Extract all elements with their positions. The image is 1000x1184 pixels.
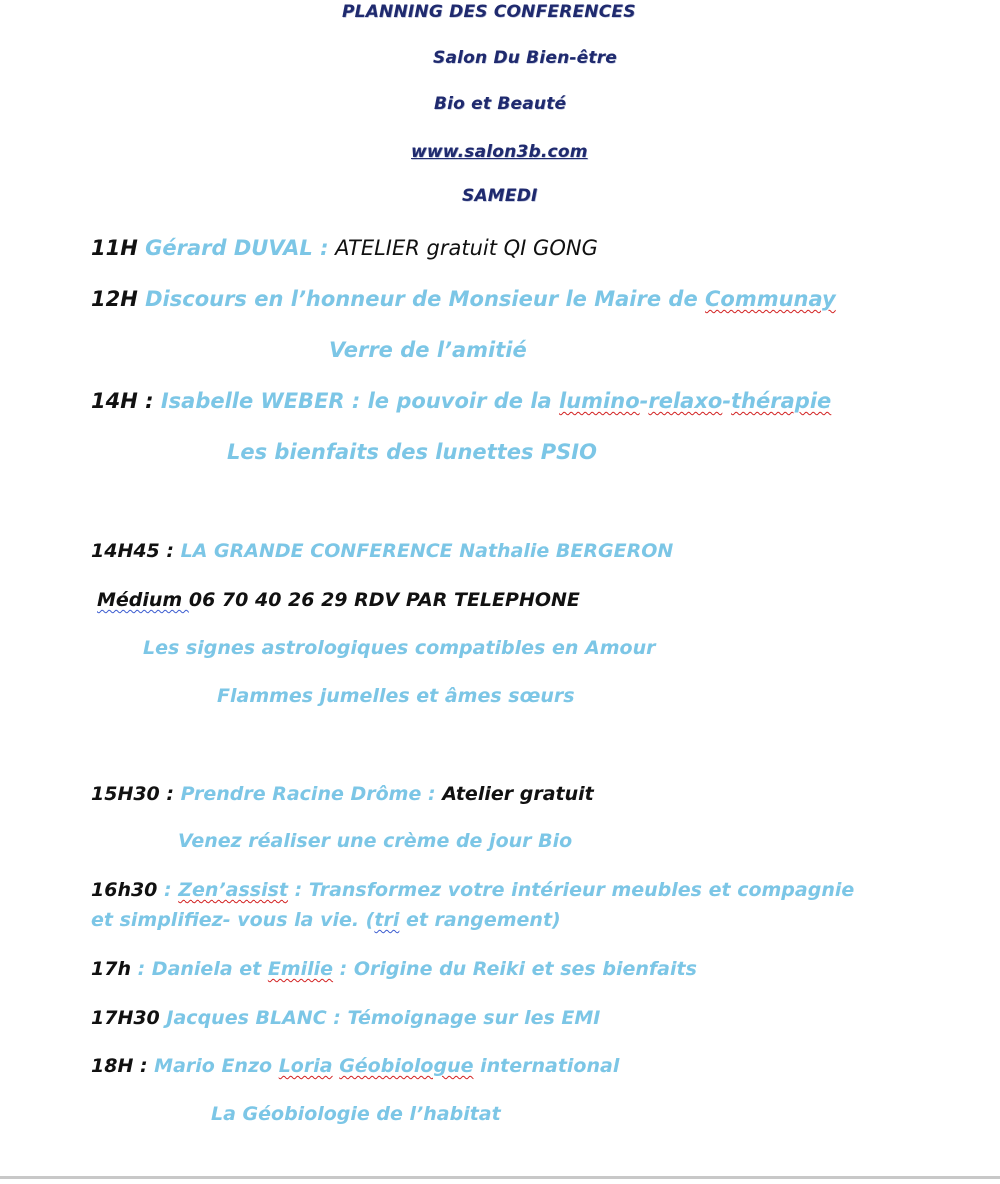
page-bottom-divider [0,1176,1000,1179]
schedule-item-14h45 [91,540,673,562]
schedule-item-17h [91,958,697,980]
session-subline: Les bienfaits des lunettes PSIO [227,440,597,464]
speaker-name: Prendre Racine Drôme : [180,783,443,805]
salon-subtitle: Bio et Beauté [434,94,567,114]
time-label: 14H [91,389,138,413]
contact-line [97,589,580,611]
topic-word: thérapie [731,389,832,413]
time-label: 12H [91,287,138,311]
session-subline: Venez réaliser une crème de jour Bio [178,830,573,852]
time-label: 15H30 [91,783,160,805]
topic-dash: - [722,389,732,413]
subline-part: et rangement) [399,909,561,931]
session-subline: Flammes jumelles et âmes sœurs [217,685,575,707]
schedule-item-11h [91,236,598,260]
session-description: Discours en l’honneur de Monsieur le Maire de [145,287,705,311]
time-label: 18H : [91,1055,148,1077]
schedule-item-15h30 [91,783,594,805]
speaker-name: Gérard DUVAL : [145,236,329,260]
schedule-item-12h [91,287,836,311]
salon-name: Salon Du Bien-être [433,48,618,68]
speaker-role: Médium [97,589,189,611]
speaker-name: Loria [278,1055,333,1077]
speaker-name: Zen’assist [178,879,289,901]
page-title: PLANNING DES CONFERENCES [342,2,636,22]
speaker-name: Emilie [267,958,334,980]
schedule-item-16h30 [91,879,854,901]
session-subline [91,909,561,931]
session-description: : le pouvoir de la [344,389,560,413]
phone-number: 06 70 40 26 29 RDV PAR TELEPHONE [188,589,580,611]
time-label: 11H [91,236,138,260]
session-description: Atelier gratuit [442,783,594,805]
speaker-prefix: : Daniela et [130,958,268,980]
time-label: 17h [91,958,131,980]
schedule-item-17h30 [91,1007,600,1029]
separator: : [159,783,181,805]
session-subline: La Géobiologie de l’habitat [211,1103,501,1125]
speaker-name: Isabelle WEBER [160,389,345,413]
topic-word: lumino [559,389,640,413]
session-subline: Verre de l’amitié [329,338,527,362]
time-label: 14H45 [91,540,160,562]
separator: : [159,540,181,562]
topic-dash: - [639,389,649,413]
place-name: Communay [705,287,836,311]
session-title: LA GRANDE CONFERENCE Nathalie BERGERON [180,540,674,562]
time-label: 17H30 [91,1007,160,1029]
session-description: : Origine du Reiki et ses bienfaits [333,958,697,980]
schedule-item-18h [91,1055,619,1077]
session-description: international [473,1055,620,1077]
website-link[interactable]: www.salon3b.com [411,142,588,162]
separator: : [157,879,179,901]
subline-part: et simplifiez- vous la vie. ( [91,909,375,931]
session-description: : Transformez votre intérieur meubles et compagnie [288,879,855,901]
time-label: 16h30 [91,879,158,901]
speaker-job: Géobiologue [339,1055,474,1077]
topic-word: relaxo [648,389,723,413]
separator: : [137,389,161,413]
session-description: Jacques BLANC : Témoignage sur les EMI [159,1007,601,1029]
session-subline: Les signes astrologiques compatibles en Amour [143,637,656,659]
speaker-prefix: Mario Enzo [147,1055,279,1077]
session-description: ATELIER gratuit QI GONG [328,236,598,260]
subline-word: tri [374,909,400,931]
day-heading: SAMEDI [462,186,538,206]
schedule-item-14h [91,389,831,413]
